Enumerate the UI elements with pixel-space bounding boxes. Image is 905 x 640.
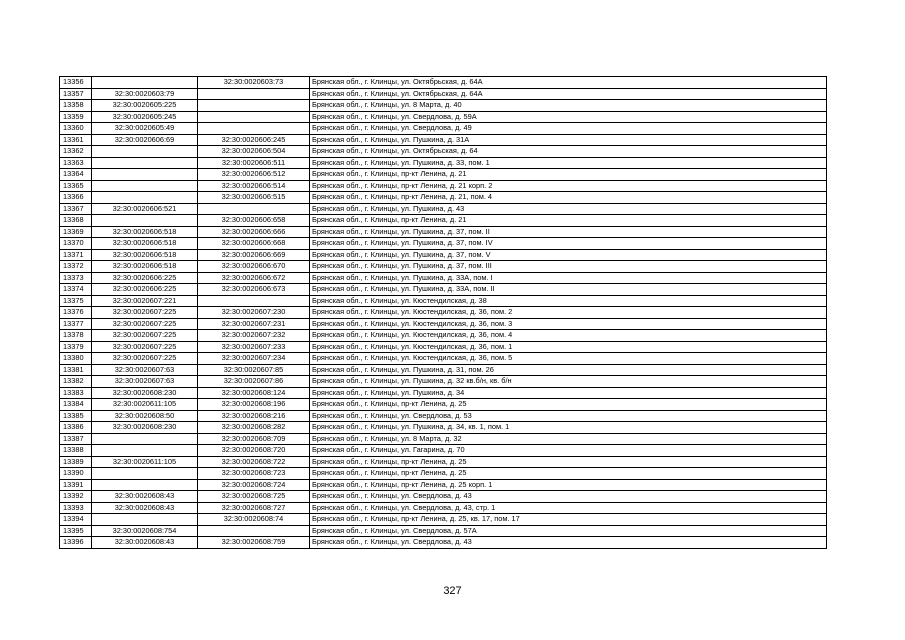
- cadastral-number-cell: 32:30:0020606:504: [198, 146, 310, 158]
- cadastral-number-cell: [198, 123, 310, 135]
- cadastral-parent-cell: 32:30:0020606:225: [92, 284, 198, 296]
- cadastral-parent-cell: 32:30:0020606:521: [92, 203, 198, 215]
- row-number-cell: 13366: [60, 192, 92, 204]
- cadastral-number-cell: [198, 203, 310, 215]
- cadastral-number-cell: 32:30:0020607:231: [198, 318, 310, 330]
- row-number-cell: 13357: [60, 88, 92, 100]
- table-row: [60, 307, 827, 319]
- registry-table: [59, 76, 827, 549]
- table-row: [60, 203, 827, 215]
- cadastral-parent-cell: [92, 77, 198, 89]
- cadastral-number-cell: 32:30:0020606:670: [198, 261, 310, 273]
- cadastral-number-cell: 32:30:0020608:723: [198, 468, 310, 480]
- address-cell: Брянская обл., г. Клинцы, ул. Октябрьская, д. 64А: [310, 77, 827, 89]
- cadastral-number-cell: 32:30:0020608:759: [198, 537, 310, 549]
- row-number-cell: 13364: [60, 169, 92, 181]
- cadastral-parent-cell: 32:30:0020608:50: [92, 410, 198, 422]
- cadastral-number-cell: 32:30:0020607:85: [198, 364, 310, 376]
- table-row: [60, 479, 827, 491]
- address-cell: Брянская обл., г. Клинцы, ул. Кюстендилская, д. 36, пом. 4: [310, 330, 827, 342]
- table-row: [60, 180, 827, 192]
- cadastral-number-cell: 32:30:0020607:233: [198, 341, 310, 353]
- address-cell: Брянская обл., г. Клинцы, ул. Свердлова, д. 53: [310, 410, 827, 422]
- cadastral-number-cell: 32:30:0020606:511: [198, 157, 310, 169]
- cadastral-parent-cell: [92, 157, 198, 169]
- row-number-cell: 13371: [60, 249, 92, 261]
- row-number-cell: 13383: [60, 387, 92, 399]
- address-cell: Брянская обл., г. Клинцы, пр-кт Ленина, д. 25 корп. 1: [310, 479, 827, 491]
- row-number-cell: 13368: [60, 215, 92, 227]
- address-cell: Брянская обл., г. Клинцы, ул. Кюстендилская, д. 36, пом. 5: [310, 353, 827, 365]
- row-number-cell: 13370: [60, 238, 92, 250]
- table-row: [60, 284, 827, 296]
- table-row: [60, 445, 827, 457]
- table-row: [60, 215, 827, 227]
- table-row: [60, 525, 827, 537]
- cadastral-number-cell: 32:30:0020608:724: [198, 479, 310, 491]
- cadastral-parent-cell: 32:30:0020607:225: [92, 307, 198, 319]
- row-number-cell: 13358: [60, 100, 92, 112]
- row-number-cell: 13387: [60, 433, 92, 445]
- table-row: [60, 88, 827, 100]
- cadastral-number-cell: [198, 295, 310, 307]
- cadastral-parent-cell: 32:30:0020608:43: [92, 491, 198, 503]
- cadastral-number-cell: 32:30:0020608:722: [198, 456, 310, 468]
- row-number-cell: 13373: [60, 272, 92, 284]
- cadastral-number-cell: 32:30:0020606:512: [198, 169, 310, 181]
- address-cell: Брянская обл., г. Клинцы, ул. Пушкина, д. 34, кв. 1, пом. 1: [310, 422, 827, 434]
- row-number-cell: 13356: [60, 77, 92, 89]
- address-cell: Брянская обл., г. Клинцы, пр-кт Ленина, д. 25: [310, 468, 827, 480]
- address-cell: Брянская обл., г. Клинцы, ул. Гагарина, д. 70: [310, 445, 827, 457]
- cadastral-parent-cell: 32:30:0020606:225: [92, 272, 198, 284]
- table-row: [60, 491, 827, 503]
- address-cell: Брянская обл., г. Клинцы, ул. Свердлова, д. 43: [310, 537, 827, 549]
- cadastral-number-cell: 32:30:0020608:725: [198, 491, 310, 503]
- row-number-cell: 13378: [60, 330, 92, 342]
- cadastral-parent-cell: 32:30:0020606:518: [92, 238, 198, 250]
- table-row: [60, 272, 827, 284]
- address-cell: Брянская обл., г. Клинцы, ул. Свердлова, д. 59А: [310, 111, 827, 123]
- cadastral-parent-cell: 32:30:0020605:225: [92, 100, 198, 112]
- row-number-cell: 13386: [60, 422, 92, 434]
- table-row: [60, 238, 827, 250]
- cadastral-parent-cell: [92, 146, 198, 158]
- address-cell: Брянская обл., г. Клинцы, ул. Пушкина, д. 31А: [310, 134, 827, 146]
- row-number-cell: 13374: [60, 284, 92, 296]
- table-row: [60, 146, 827, 158]
- table-row: [60, 261, 827, 273]
- cadastral-parent-cell: 32:30:0020607:63: [92, 376, 198, 388]
- cadastral-number-cell: 32:30:0020608:720: [198, 445, 310, 457]
- cadastral-parent-cell: 32:30:0020606:518: [92, 226, 198, 238]
- cadastral-number-cell: 32:30:0020606:245: [198, 134, 310, 146]
- row-number-cell: 13381: [60, 364, 92, 376]
- cadastral-number-cell: 32:30:0020606:668: [198, 238, 310, 250]
- row-number-cell: 13372: [60, 261, 92, 273]
- row-number-cell: 13392: [60, 491, 92, 503]
- table-row: [60, 77, 827, 89]
- address-cell: Брянская обл., г. Клинцы, пр-кт Ленина, д. 21, пом. 4: [310, 192, 827, 204]
- table-row: [60, 123, 827, 135]
- cadastral-number-cell: 32:30:0020606:666: [198, 226, 310, 238]
- address-cell: Брянская обл., г. Клинцы, ул. Пушкина, д. 33, пом. 1: [310, 157, 827, 169]
- address-cell: Брянская обл., г. Клинцы, ул. Кюстендилская, д. 36, пом. 2: [310, 307, 827, 319]
- row-number-cell: 13384: [60, 399, 92, 411]
- table-row: [60, 157, 827, 169]
- row-number-cell: 13361: [60, 134, 92, 146]
- table-row: [60, 318, 827, 330]
- registry-table-body: [60, 77, 827, 549]
- cadastral-number-cell: 32:30:0020608:196: [198, 399, 310, 411]
- cadastral-number-cell: 32:30:0020607:86: [198, 376, 310, 388]
- row-number-cell: 13393: [60, 502, 92, 514]
- row-number-cell: 13369: [60, 226, 92, 238]
- table-row: [60, 192, 827, 204]
- row-number-cell: 13380: [60, 353, 92, 365]
- table-row: [60, 249, 827, 261]
- table-row: [60, 422, 827, 434]
- cadastral-number-cell: [198, 525, 310, 537]
- cadastral-number-cell: 32:30:0020606:669: [198, 249, 310, 261]
- cadastral-number-cell: [198, 88, 310, 100]
- table-row: [60, 353, 827, 365]
- cadastral-parent-cell: [92, 169, 198, 181]
- cadastral-number-cell: 32:30:0020607:230: [198, 307, 310, 319]
- address-cell: Брянская обл., г. Клинцы, ул. Кюстендилская, д. 38: [310, 295, 827, 307]
- address-cell: Брянская обл., г. Клинцы, ул. Свердлова, д. 49: [310, 123, 827, 135]
- row-number-cell: 13359: [60, 111, 92, 123]
- cadastral-parent-cell: 32:30:0020607:225: [92, 330, 198, 342]
- cadastral-parent-cell: [92, 468, 198, 480]
- cadastral-parent-cell: 32:30:0020607:225: [92, 341, 198, 353]
- cadastral-parent-cell: [92, 514, 198, 526]
- cadastral-number-cell: 32:30:0020606:658: [198, 215, 310, 227]
- address-cell: Брянская обл., г. Клинцы, ул. Пушкина, д. 37, пом. II: [310, 226, 827, 238]
- cadastral-parent-cell: 32:30:0020606:518: [92, 249, 198, 261]
- cadastral-number-cell: 32:30:0020608:282: [198, 422, 310, 434]
- address-cell: Брянская обл., г. Клинцы, пр-кт Ленина, д. 25: [310, 456, 827, 468]
- table-row: [60, 330, 827, 342]
- table-row: [60, 537, 827, 549]
- cadastral-parent-cell: 32:30:0020603:79: [92, 88, 198, 100]
- address-cell: Брянская обл., г. Клинцы, ул. Пушкина, д. 34: [310, 387, 827, 399]
- cadastral-number-cell: 32:30:0020606:673: [198, 284, 310, 296]
- table-row: [60, 111, 827, 123]
- cadastral-parent-cell: [92, 433, 198, 445]
- address-cell: Брянская обл., г. Клинцы, ул. 8 Марта, д. 32: [310, 433, 827, 445]
- address-cell: Брянская обл., г. Клинцы, ул. Пушкина, д. 33А, пом. II: [310, 284, 827, 296]
- cadastral-parent-cell: 32:30:0020611:105: [92, 399, 198, 411]
- table-row: [60, 502, 827, 514]
- address-cell: Брянская обл., г. Клинцы, ул. Свердлова, д. 43, стр. 1: [310, 502, 827, 514]
- cadastral-parent-cell: 32:30:0020608:230: [92, 387, 198, 399]
- cadastral-number-cell: 32:30:0020608:124: [198, 387, 310, 399]
- address-cell: Брянская обл., г. Клинцы, ул. Свердлова, д. 57А: [310, 525, 827, 537]
- table-row: [60, 376, 827, 388]
- table-row: [60, 514, 827, 526]
- row-number-cell: 13394: [60, 514, 92, 526]
- cadastral-number-cell: 32:30:0020606:515: [198, 192, 310, 204]
- row-number-cell: 13367: [60, 203, 92, 215]
- table-row: [60, 226, 827, 238]
- cadastral-number-cell: 32:30:0020606:514: [198, 180, 310, 192]
- cadastral-number-cell: 32:30:0020603:73: [198, 77, 310, 89]
- address-cell: Брянская обл., г. Клинцы, ул. Октябрьская, д. 64: [310, 146, 827, 158]
- row-number-cell: 13396: [60, 537, 92, 549]
- row-number-cell: 13377: [60, 318, 92, 330]
- address-cell: Брянская обл., г. Клинцы, ул. Пушкина, д. 32 кв.б/н, кв. б/н: [310, 376, 827, 388]
- cadastral-number-cell: [198, 100, 310, 112]
- row-number-cell: 13385: [60, 410, 92, 422]
- row-number-cell: 13376: [60, 307, 92, 319]
- row-number-cell: 13365: [60, 180, 92, 192]
- address-cell: Брянская обл., г. Клинцы, пр-кт Ленина, д. 25: [310, 399, 827, 411]
- table-row: [60, 295, 827, 307]
- cadastral-parent-cell: 32:30:0020607:221: [92, 295, 198, 307]
- table-row: [60, 399, 827, 411]
- cadastral-number-cell: 32:30:0020608:74: [198, 514, 310, 526]
- cadastral-parent-cell: [92, 215, 198, 227]
- row-number-cell: 13382: [60, 376, 92, 388]
- cadastral-parent-cell: 32:30:0020607:225: [92, 318, 198, 330]
- cadastral-number-cell: 32:30:0020606:672: [198, 272, 310, 284]
- cadastral-number-cell: 32:30:0020608:216: [198, 410, 310, 422]
- address-cell: Брянская обл., г. Клинцы, пр-кт Ленина, д. 21: [310, 215, 827, 227]
- table-row: [60, 456, 827, 468]
- row-number-cell: 13388: [60, 445, 92, 457]
- cadastral-parent-cell: 32:30:0020608:754: [92, 525, 198, 537]
- cadastral-parent-cell: 32:30:0020608:43: [92, 537, 198, 549]
- address-cell: Брянская обл., г. Клинцы, ул. Пушкина, д. 37, пом. III: [310, 261, 827, 273]
- cadastral-parent-cell: [92, 479, 198, 491]
- table-row: [60, 468, 827, 480]
- cadastral-parent-cell: 32:30:0020608:230: [92, 422, 198, 434]
- cadastral-parent-cell: 32:30:0020606:69: [92, 134, 198, 146]
- address-cell: Брянская обл., г. Клинцы, ул. Пушкина, д. 31, пом. 26: [310, 364, 827, 376]
- row-number-cell: 13389: [60, 456, 92, 468]
- address-cell: Брянская обл., г. Клинцы, ул. Пушкина, д. 37, пом. V: [310, 249, 827, 261]
- table-row: [60, 364, 827, 376]
- row-number-cell: 13391: [60, 479, 92, 491]
- row-number-cell: 13390: [60, 468, 92, 480]
- cadastral-parent-cell: 32:30:0020605:245: [92, 111, 198, 123]
- row-number-cell: 13360: [60, 123, 92, 135]
- cadastral-number-cell: 32:30:0020607:232: [198, 330, 310, 342]
- address-cell: Брянская обл., г. Клинцы, ул. Октябрьская, д. 64А: [310, 88, 827, 100]
- row-number-cell: 13375: [60, 295, 92, 307]
- cadastral-parent-cell: 32:30:0020611:105: [92, 456, 198, 468]
- address-cell: Брянская обл., г. Клинцы, ул. Пушкина, д. 43: [310, 203, 827, 215]
- table-row: [60, 169, 827, 181]
- page-number: 327: [443, 585, 462, 597]
- cadastral-parent-cell: 32:30:0020605:49: [92, 123, 198, 135]
- cadastral-parent-cell: 32:30:0020606:518: [92, 261, 198, 273]
- cadastral-parent-cell: 32:30:0020607:225: [92, 353, 198, 365]
- table-row: [60, 433, 827, 445]
- address-cell: Брянская обл., г. Клинцы, ул. 8 Марта, д. 40: [310, 100, 827, 112]
- address-cell: Брянская обл., г. Клинцы, пр-кт Ленина, д. 21 корп. 2: [310, 180, 827, 192]
- table-row: [60, 100, 827, 112]
- address-cell: Брянская обл., г. Клинцы, ул. Кюстендилская, д. 36, пом. 3: [310, 318, 827, 330]
- row-number-cell: 13363: [60, 157, 92, 169]
- row-number-cell: 13395: [60, 525, 92, 537]
- table-row: [60, 134, 827, 146]
- address-cell: Брянская обл., г. Клинцы, ул. Пушкина, д. 37, пом. IV: [310, 238, 827, 250]
- cadastral-parent-cell: [92, 180, 198, 192]
- row-number-cell: 13362: [60, 146, 92, 158]
- address-cell: Брянская обл., г. Клинцы, ул. Кюстендилская, д. 36, пом. 1: [310, 341, 827, 353]
- cadastral-parent-cell: 32:30:0020608:43: [92, 502, 198, 514]
- address-cell: Брянская обл., г. Клинцы, ул. Свердлова, д. 43: [310, 491, 827, 503]
- cadastral-number-cell: [198, 111, 310, 123]
- table-row: [60, 410, 827, 422]
- cadastral-parent-cell: 32:30:0020607:63: [92, 364, 198, 376]
- cadastral-parent-cell: [92, 192, 198, 204]
- table-row: [60, 341, 827, 353]
- cadastral-parent-cell: [92, 445, 198, 457]
- cadastral-number-cell: 32:30:0020608:709: [198, 433, 310, 445]
- row-number-cell: 13379: [60, 341, 92, 353]
- address-cell: Брянская обл., г. Клинцы, пр-кт Ленина, д. 21: [310, 169, 827, 181]
- address-cell: Брянская обл., г. Клинцы, ул. Пушкина, д. 33А, пом. I: [310, 272, 827, 284]
- table-row: [60, 387, 827, 399]
- address-cell: Брянская обл., г. Клинцы, пр-кт Ленина, д. 25, кв. 17, пом. 17: [310, 514, 827, 526]
- cadastral-number-cell: 32:30:0020608:727: [198, 502, 310, 514]
- cadastral-number-cell: 32:30:0020607:234: [198, 353, 310, 365]
